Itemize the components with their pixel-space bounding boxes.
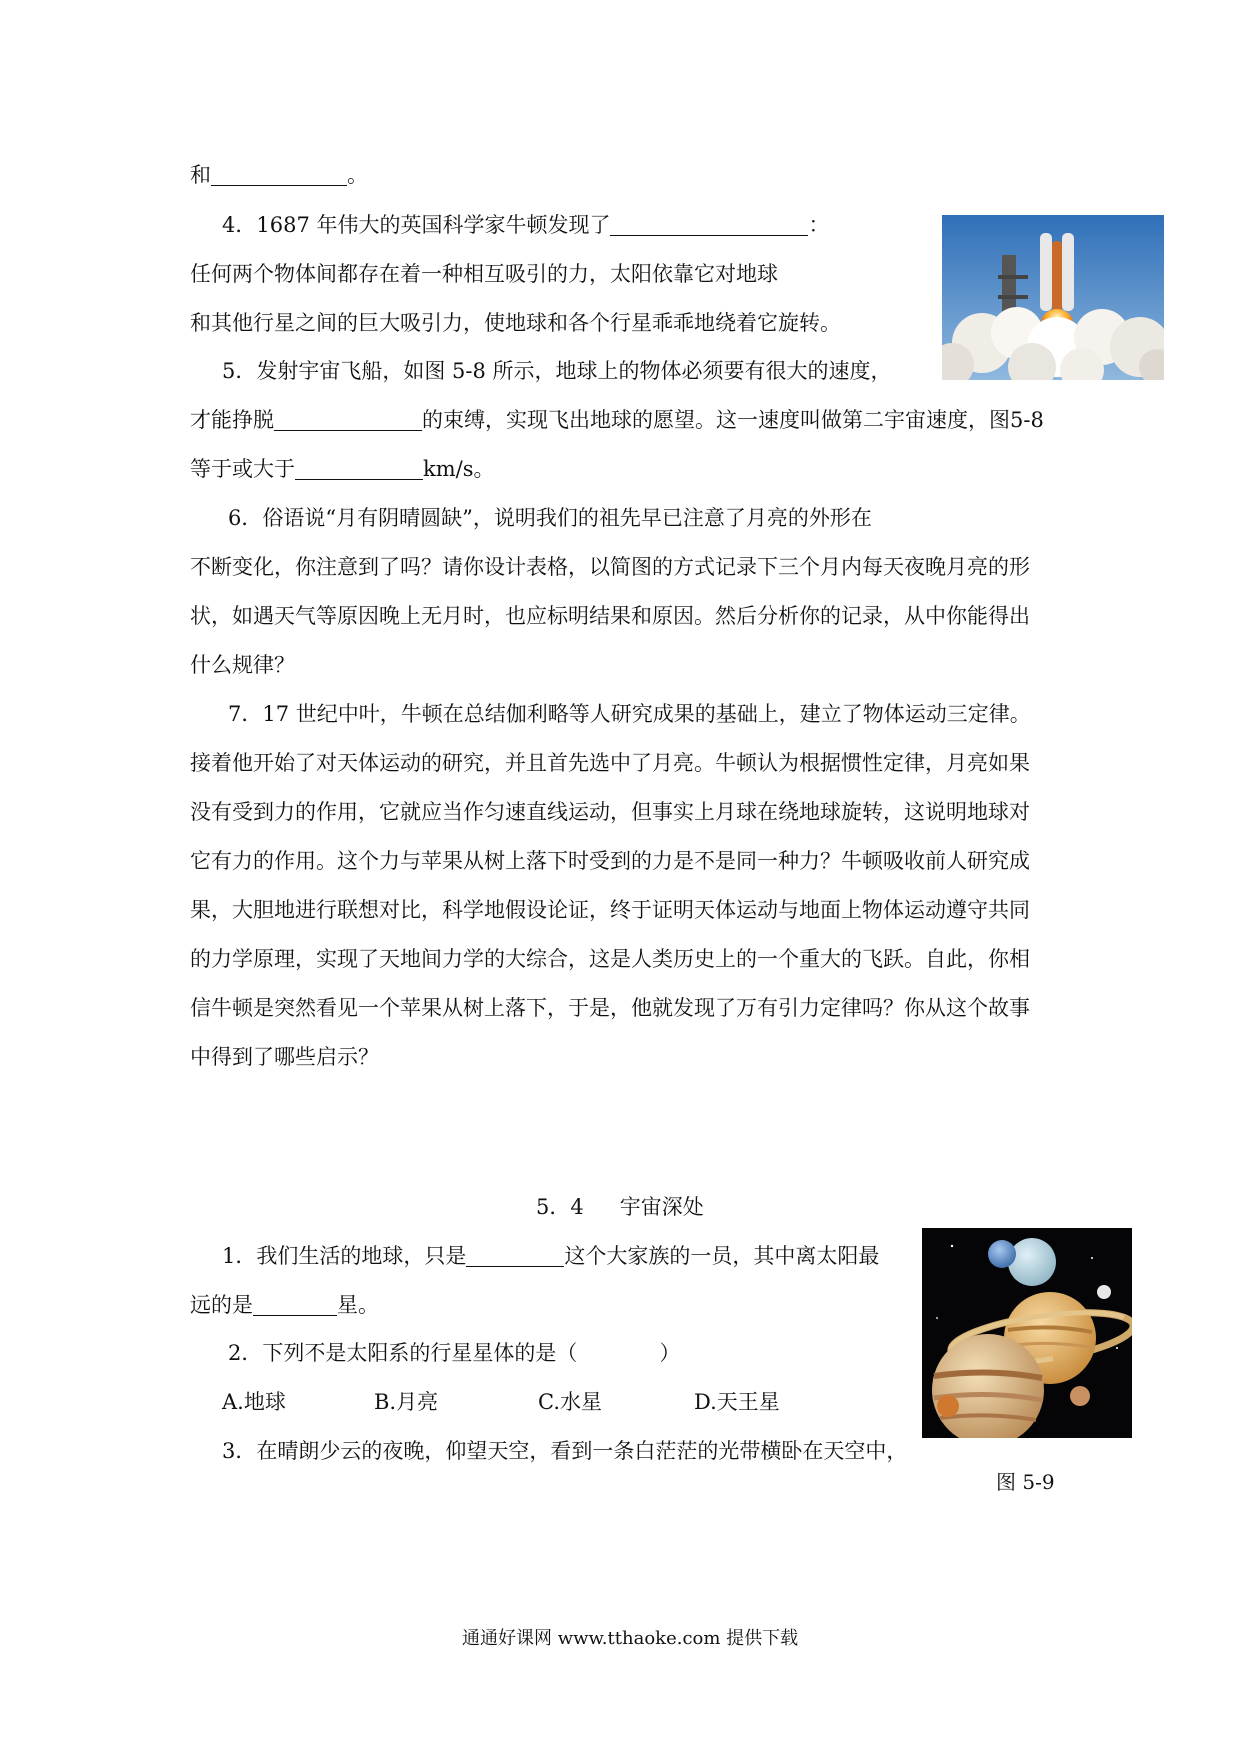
planets-image	[922, 1228, 1132, 1438]
q6-line2: 不断变化，你注意到了吗？请你设计表格，以简图的方式记录下三个月内每天夜晚月亮的形	[190, 555, 1030, 579]
s4q2-stem	[228, 1338, 680, 1368]
q5-line3-post: km/s。	[423, 457, 495, 481]
q6-line1: 6．俗语说“月有阴晴圆缺”，说明我们的祖先早已注意了月亮的外形在	[228, 506, 872, 530]
s4q1-line2-pre: 远的是	[190, 1293, 253, 1317]
s4q2-option-c[interactable]: C.水星	[538, 1390, 602, 1414]
page-footer: 通通好课网 www.tthaoke.com 提供下载	[462, 1628, 799, 1649]
q3-tail-post: 。	[347, 163, 368, 187]
section-number: 5．4	[536, 1195, 584, 1219]
q5-line1: 5．发射宇宙飞船，如图 5-8 所示，地球上的物体必须要有很大的速度，	[222, 359, 892, 383]
q4-answer-blank[interactable]	[610, 213, 808, 236]
q3-answer-blank[interactable]	[211, 163, 347, 186]
s4q2-stem-close: ）	[659, 1341, 681, 1365]
q7-line4: 它有力的作用。这个力与苹果从树上落下时受到的力是不是同一种力？牛顿吸收前人研究成	[190, 849, 1030, 873]
q7-line8: 中得到了哪些启示？	[190, 1045, 379, 1069]
section-heading	[536, 1192, 704, 1222]
q7-line5: 果，大胆地进行联想对比，科学地假设论证，终于证明天体运动与地面上物体运动遵守共同	[190, 898, 1030, 922]
q5-line2	[190, 405, 1044, 435]
q5-answer-blank-2[interactable]	[295, 457, 423, 480]
s4q1-line1-post: 这个大家族的一员，其中离太阳最	[564, 1244, 880, 1268]
s4q1-answer-blank-2[interactable]	[253, 1293, 337, 1316]
rocket-launch-photo-icon	[942, 215, 1164, 380]
s4q1-line2-post: 星。	[337, 1293, 379, 1317]
fig58-label: 图5-8	[989, 408, 1044, 432]
q4-line3: 和其他行星之间的巨大吸引力，使地球和各个行星乖乖地绕着它旋转。	[190, 311, 841, 335]
fig59-caption: 图 5-9	[996, 1470, 1055, 1494]
q7-line2: 接着他开始了对天体运动的研究，并且首先选中了月亮。牛顿认为根据惯性定律，月亮如果	[190, 751, 1030, 775]
q6-line3: 状，如遇天气等原因晚上无月时，也应标明结果和原因。然后分析你的记录，从中你能得出	[190, 604, 1030, 628]
q7-line6: 的力学原理，实现了天地间力学的大综合，这是人类历史上的一个重大的飞跃。自此，你相	[190, 947, 1030, 971]
q3-tail-line	[190, 160, 368, 190]
q5-line2-pre: 才能挣脱	[190, 408, 274, 432]
s4q2-option-d[interactable]: D.天王星	[694, 1390, 780, 1414]
q7-line7: 信牛顿是突然看见一个苹果从树上落下，于是，他就发现了万有引力定律吗？你从这个故事	[190, 996, 1030, 1020]
s4q1-answer-blank-1[interactable]	[466, 1244, 564, 1267]
q5-answer-blank-1[interactable]	[274, 408, 422, 431]
s4q1-line1-pre: 1．我们生活的地球，只是	[222, 1244, 467, 1268]
q5-line3	[190, 454, 495, 484]
q4-line1-post: ：	[808, 213, 830, 237]
q4-line1-pre: 4．1687 年伟大的英国科学家牛顿发现了	[222, 213, 611, 237]
q4-line2: 任何两个物体间都存在着一种相互吸引的力，太阳依靠它对地球	[190, 262, 778, 286]
rocket-launch-image	[942, 215, 1164, 380]
q7-line1: 7．17 世纪中叶，牛顿在总结伽利略等人研究成果的基础上，建立了物体运动三定律。	[228, 702, 1031, 726]
q5-line3-pre: 等于或大于	[190, 457, 295, 481]
s4q3-line1: 3．在晴朗少云的夜晚，仰望天空，看到一条白茫茫的光带横卧在天空中，	[222, 1439, 908, 1463]
s4q2-stem-text: 2．下列不是太阳系的行星星体的是（	[228, 1341, 578, 1365]
planets-photo-icon	[922, 1228, 1132, 1438]
s4q1-line2	[190, 1290, 379, 1320]
s4q2-option-b[interactable]: B.月亮	[374, 1390, 439, 1414]
q5-line2-post: 的束缚，实现飞出地球的愿望。这一速度叫做第二宇宙速度，	[422, 408, 989, 432]
q4-line1	[222, 210, 829, 240]
q6-line4: 什么规律？	[190, 653, 295, 677]
q3-tail-pre: 和	[190, 163, 211, 187]
s4q2-option-a[interactable]: A.地球	[222, 1390, 286, 1414]
q7-line3: 没有受到力的作用，它就应当作匀速直线运动，但事实上月球在绕地球旋转，这说明地球对	[190, 800, 1030, 824]
section-title: 宇宙深处	[619, 1195, 704, 1219]
s4q1-line1	[222, 1241, 879, 1271]
